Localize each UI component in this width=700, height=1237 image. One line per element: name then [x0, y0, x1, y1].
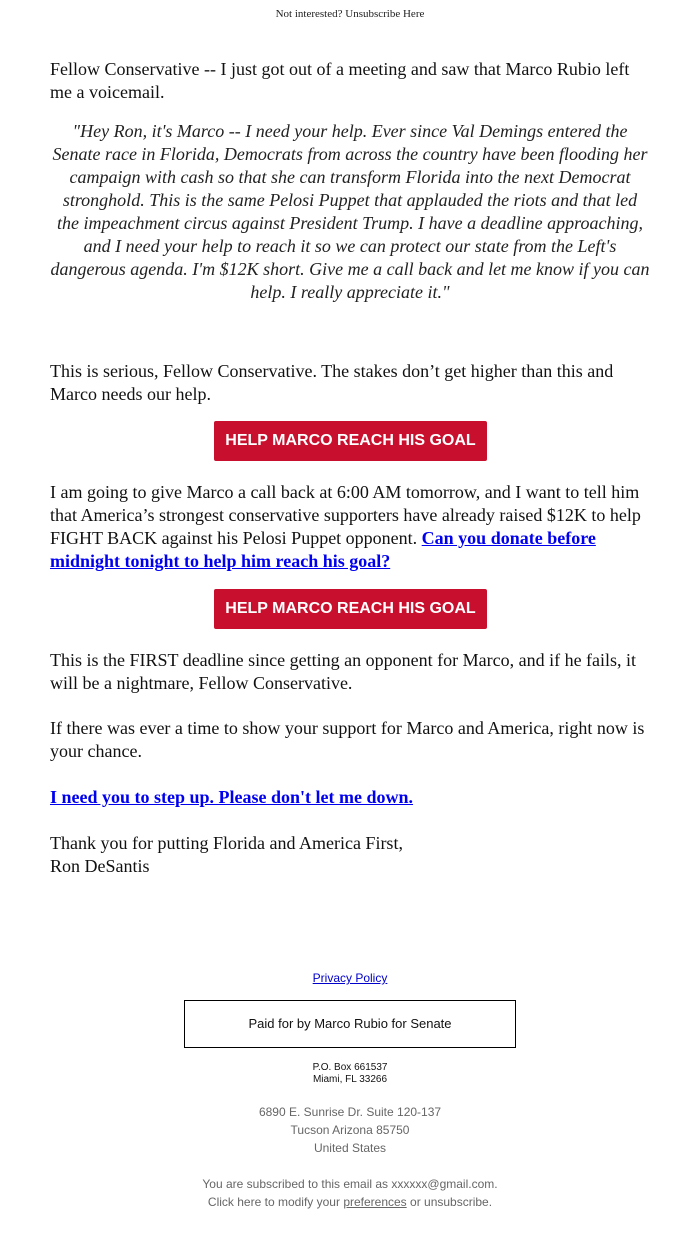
- intro-paragraph: Fellow Conservative -- I just got out of a meeting and saw that Marco Rubio left me a voicemail.: [50, 59, 630, 102]
- subscribed-text: You are subscribed to this email as xxxxxx@gmail.com.: [202, 1177, 498, 1191]
- help-marco-button-1[interactable]: HELP MARCO REACH HIS GOAL: [214, 421, 487, 461]
- po-box-line: P.O. Box 661537: [312, 1062, 388, 1073]
- step-up-link[interactable]: I need you to step up. Please don't let me down.: [50, 787, 414, 807]
- mailing-address: [0, 1103, 700, 1157]
- modify-prefix: Click here to modify your: [207, 1195, 344, 1209]
- modify-suffix: or unsubscribe.: [406, 1195, 493, 1209]
- unsubscribe-link[interactable]: Not interested? Unsubscribe Here: [275, 8, 425, 20]
- callback-paragraph: [50, 481, 650, 573]
- callback-text: I am going to give Marco a call back at 6:00 AM tomorrow, and I want to tell him that America’s strongest conservative supporters have already raised $12K to help FIGHT BACK against his Pelosi Puppet opponent.: [50, 482, 641, 548]
- signature: Ron DeSantis: [50, 856, 150, 876]
- step-up-paragraph: [50, 786, 650, 809]
- po-box-address: [0, 1062, 700, 1086]
- paid-for-box: Paid for by Marco Rubio for Senate: [184, 1000, 516, 1048]
- voicemail-quote: "Hey Ron, it's Marco -- I need your help. Ever since Val Demings entered the Senate race in Florida, Democrats from across the country have been flooding her campaign with cash so that she can transform Florida into the next Democrat stronghold. This is the same Pelosi Puppet that applauded the riots and that led the impeachment circus against President Trump. I have a deadline approaching, and I need your help to reach it so we can protect our state from the Left's dangerous agenda. I'm $12K short. Give me a call back and let me know if you can help. I really appreciate it.": [50, 121, 650, 302]
- privacy-policy-container: [0, 971, 700, 985]
- closing-line: Thank you for putting Florida and America First,: [50, 833, 403, 853]
- first-deadline-paragraph: This is the FIRST deadline since getting an opponent for Marco, and if he fails, it will be a nightmare, Fellow Conservative.: [50, 650, 637, 693]
- subscription-info: [0, 1175, 700, 1211]
- privacy-policy-link[interactable]: Privacy Policy: [312, 971, 388, 985]
- address-line-2: Tucson Arizona 85750: [290, 1123, 410, 1137]
- help-marco-button-2[interactable]: HELP MARCO REACH HIS GOAL: [214, 589, 487, 629]
- address-country: United States: [313, 1141, 387, 1155]
- show-support-paragraph: If there was ever a time to show your support for Marco and America, right now is your chance.: [50, 718, 645, 761]
- address-line-1: 6890 E. Sunrise Dr. Suite 120-137: [258, 1105, 442, 1119]
- modify-preferences-line: [0, 1193, 700, 1211]
- serious-paragraph: This is serious, Fellow Conservative. The stakes don’t get higher than this and Marco needs our help.: [50, 361, 614, 404]
- donate-link[interactable]: Can you donate before midnight tonight to help him reach his goal?: [50, 528, 596, 571]
- preferences-link[interactable]: preferences: [343, 1195, 407, 1209]
- po-city-line: Miami, FL 33266: [312, 1074, 388, 1085]
